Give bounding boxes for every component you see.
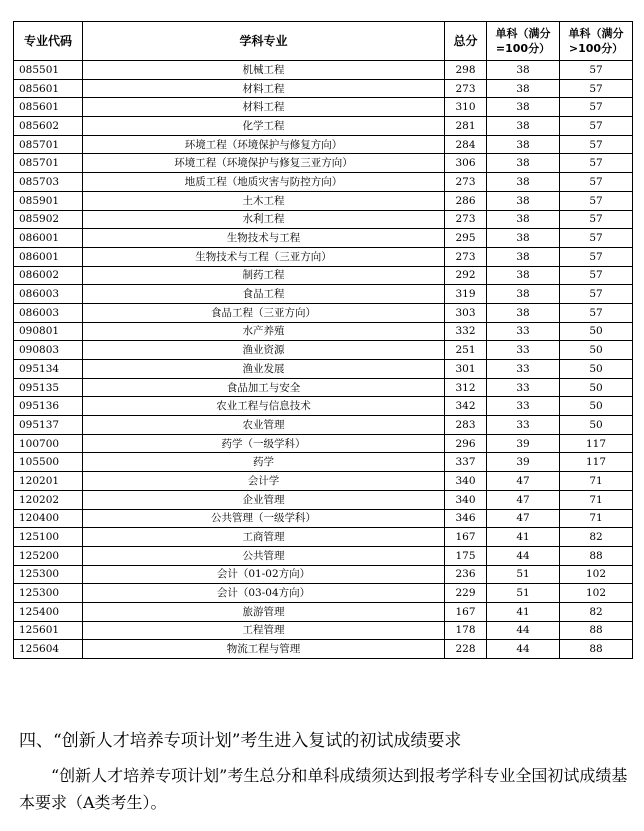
single-100-cell: 39 bbox=[487, 434, 560, 453]
single-100-cell: 38 bbox=[487, 154, 560, 173]
table-row bbox=[14, 98, 633, 117]
single-over-100-cell: 50 bbox=[560, 416, 633, 435]
single-100-cell: 38 bbox=[487, 98, 560, 117]
total-cell: 251 bbox=[445, 341, 487, 360]
single-over-100-cell: 57 bbox=[560, 98, 633, 117]
table-row bbox=[14, 378, 633, 397]
table-row bbox=[14, 490, 633, 509]
single-over-100-cell: 117 bbox=[560, 453, 633, 472]
total-cell: 284 bbox=[445, 135, 487, 154]
major-cell: 地质工程（地质灾害与防控方向） bbox=[83, 173, 445, 192]
header-single-over-100: 单科（满分>100分） bbox=[560, 22, 633, 61]
total-cell: 273 bbox=[445, 247, 487, 266]
total-cell: 167 bbox=[445, 602, 487, 621]
table-row bbox=[14, 322, 633, 341]
single-100-cell: 38 bbox=[487, 135, 560, 154]
total-cell: 236 bbox=[445, 565, 487, 584]
single-100-cell: 33 bbox=[487, 360, 560, 379]
single-100-cell: 38 bbox=[487, 285, 560, 304]
code-cell: 120202 bbox=[14, 490, 83, 509]
total-cell: 346 bbox=[445, 509, 487, 528]
code-cell: 095134 bbox=[14, 360, 83, 379]
single-100-cell: 41 bbox=[487, 602, 560, 621]
table-row bbox=[14, 247, 633, 266]
single-over-100-cell: 57 bbox=[560, 285, 633, 304]
single-over-100-cell: 50 bbox=[560, 397, 633, 416]
header-code: 专业代码 bbox=[14, 22, 83, 61]
code-cell: 100700 bbox=[14, 434, 83, 453]
single-over-100-cell: 102 bbox=[560, 584, 633, 603]
total-cell: 301 bbox=[445, 360, 487, 379]
total-cell: 340 bbox=[445, 490, 487, 509]
total-cell: 310 bbox=[445, 98, 487, 117]
table-row bbox=[14, 546, 633, 565]
code-cell: 085901 bbox=[14, 191, 83, 210]
single-over-100-cell: 88 bbox=[560, 640, 633, 659]
single-over-100-cell: 57 bbox=[560, 173, 633, 192]
code-cell: 086001 bbox=[14, 247, 83, 266]
single-over-100-cell: 57 bbox=[560, 191, 633, 210]
single-over-100-cell: 57 bbox=[560, 61, 633, 80]
total-cell: 273 bbox=[445, 79, 487, 98]
single-100-cell: 38 bbox=[487, 247, 560, 266]
single-100-cell: 51 bbox=[487, 565, 560, 584]
single-over-100-cell: 82 bbox=[560, 528, 633, 547]
major-cell: 农业工程与信息技术 bbox=[83, 397, 445, 416]
code-cell: 086001 bbox=[14, 229, 83, 248]
major-cell: 工商管理 bbox=[83, 528, 445, 547]
single-over-100-cell: 57 bbox=[560, 135, 633, 154]
code-cell: 085701 bbox=[14, 135, 83, 154]
table-row bbox=[14, 303, 633, 322]
total-cell: 298 bbox=[445, 61, 487, 80]
single-100-cell: 38 bbox=[487, 266, 560, 285]
code-cell: 085602 bbox=[14, 117, 83, 136]
single-100-cell: 38 bbox=[487, 191, 560, 210]
single-100-cell: 44 bbox=[487, 640, 560, 659]
single-over-100-cell: 88 bbox=[560, 621, 633, 640]
total-cell: 312 bbox=[445, 378, 487, 397]
single-100-cell: 38 bbox=[487, 303, 560, 322]
total-cell: 332 bbox=[445, 322, 487, 341]
major-cell: 物流工程与管理 bbox=[83, 640, 445, 659]
code-cell: 085902 bbox=[14, 210, 83, 229]
table-row bbox=[14, 397, 633, 416]
code-cell: 085701 bbox=[14, 154, 83, 173]
single-100-cell: 33 bbox=[487, 416, 560, 435]
single-100-cell: 47 bbox=[487, 472, 560, 491]
table-row bbox=[14, 434, 633, 453]
code-cell: 125400 bbox=[14, 602, 83, 621]
code-cell: 095135 bbox=[14, 378, 83, 397]
code-cell: 125300 bbox=[14, 565, 83, 584]
table-row bbox=[14, 173, 633, 192]
table-row bbox=[14, 341, 633, 360]
table-row bbox=[14, 285, 633, 304]
single-100-cell: 33 bbox=[487, 397, 560, 416]
major-cell: 机械工程 bbox=[83, 61, 445, 80]
single-100-cell: 44 bbox=[487, 546, 560, 565]
code-cell: 125200 bbox=[14, 546, 83, 565]
single-100-cell: 47 bbox=[487, 509, 560, 528]
header-total: 总分 bbox=[445, 22, 487, 61]
total-cell: 273 bbox=[445, 173, 487, 192]
code-cell: 085601 bbox=[14, 79, 83, 98]
major-cell: 渔业资源 bbox=[83, 341, 445, 360]
score-requirements-table bbox=[13, 21, 633, 659]
table-row bbox=[14, 640, 633, 659]
major-cell: 公共管理（一级学科） bbox=[83, 509, 445, 528]
table-header-row bbox=[14, 22, 633, 61]
single-100-cell: 38 bbox=[487, 117, 560, 136]
table-row bbox=[14, 528, 633, 547]
total-cell: 283 bbox=[445, 416, 487, 435]
total-cell: 342 bbox=[445, 397, 487, 416]
total-cell: 175 bbox=[445, 546, 487, 565]
total-cell: 295 bbox=[445, 229, 487, 248]
header-single-100: 单科（满分=100分） bbox=[487, 22, 560, 61]
major-cell: 土木工程 bbox=[83, 191, 445, 210]
single-100-cell: 51 bbox=[487, 584, 560, 603]
table-row bbox=[14, 565, 633, 584]
major-cell: 食品工程（三亚方向） bbox=[83, 303, 445, 322]
single-100-cell: 41 bbox=[487, 528, 560, 547]
header-major: 学科专业 bbox=[83, 22, 445, 61]
total-cell: 178 bbox=[445, 621, 487, 640]
single-100-cell: 38 bbox=[487, 79, 560, 98]
total-cell: 296 bbox=[445, 434, 487, 453]
major-cell: 旅游管理 bbox=[83, 602, 445, 621]
single-over-100-cell: 57 bbox=[560, 79, 633, 98]
major-cell: 渔业发展 bbox=[83, 360, 445, 379]
code-cell: 085703 bbox=[14, 173, 83, 192]
single-over-100-cell: 88 bbox=[560, 546, 633, 565]
total-cell: 228 bbox=[445, 640, 487, 659]
code-cell: 090801 bbox=[14, 322, 83, 341]
major-cell: 药学（一级学科） bbox=[83, 434, 445, 453]
table-row bbox=[14, 191, 633, 210]
table-row bbox=[14, 621, 633, 640]
single-over-100-cell: 50 bbox=[560, 378, 633, 397]
total-cell: 340 bbox=[445, 472, 487, 491]
single-over-100-cell: 50 bbox=[560, 360, 633, 379]
single-over-100-cell: 71 bbox=[560, 472, 633, 491]
code-cell: 095136 bbox=[14, 397, 83, 416]
code-cell: 120400 bbox=[14, 509, 83, 528]
table-row bbox=[14, 79, 633, 98]
single-100-cell: 38 bbox=[487, 210, 560, 229]
table-row bbox=[14, 210, 633, 229]
major-cell: 水利工程 bbox=[83, 210, 445, 229]
major-cell: 化学工程 bbox=[83, 117, 445, 136]
major-cell: 公共管理 bbox=[83, 546, 445, 565]
single-100-cell: 38 bbox=[487, 61, 560, 80]
major-cell: 企业管理 bbox=[83, 490, 445, 509]
table-row bbox=[14, 154, 633, 173]
single-100-cell: 38 bbox=[487, 173, 560, 192]
code-cell: 085601 bbox=[14, 98, 83, 117]
section-heading: 四、“创新人才培养专项计划”考生进入复试的初试成绩要求 bbox=[19, 731, 462, 751]
code-cell: 125300 bbox=[14, 584, 83, 603]
table-row bbox=[14, 453, 633, 472]
total-cell: 337 bbox=[445, 453, 487, 472]
code-cell: 095137 bbox=[14, 416, 83, 435]
single-over-100-cell: 57 bbox=[560, 247, 633, 266]
major-cell: 环境工程（环境保护与修复三亚方向） bbox=[83, 154, 445, 173]
code-cell: 086003 bbox=[14, 303, 83, 322]
major-cell: 材料工程 bbox=[83, 79, 445, 98]
major-cell: 生物技术与工程 bbox=[83, 229, 445, 248]
code-cell: 105500 bbox=[14, 453, 83, 472]
total-cell: 229 bbox=[445, 584, 487, 603]
code-cell: 086002 bbox=[14, 266, 83, 285]
single-100-cell: 33 bbox=[487, 341, 560, 360]
single-over-100-cell: 82 bbox=[560, 602, 633, 621]
major-cell: 会计（03-04方向） bbox=[83, 584, 445, 603]
code-cell: 085501 bbox=[14, 61, 83, 80]
table-row bbox=[14, 135, 633, 154]
major-cell: 食品工程 bbox=[83, 285, 445, 304]
code-cell: 090803 bbox=[14, 341, 83, 360]
single-over-100-cell: 50 bbox=[560, 341, 633, 360]
major-cell: 水产养殖 bbox=[83, 322, 445, 341]
single-100-cell: 47 bbox=[487, 490, 560, 509]
table-row bbox=[14, 509, 633, 528]
code-cell: 125604 bbox=[14, 640, 83, 659]
total-cell: 292 bbox=[445, 266, 487, 285]
table-row bbox=[14, 360, 633, 379]
table-body bbox=[14, 61, 633, 659]
table-row bbox=[14, 117, 633, 136]
major-cell: 制药工程 bbox=[83, 266, 445, 285]
major-cell: 工程管理 bbox=[83, 621, 445, 640]
total-cell: 306 bbox=[445, 154, 487, 173]
total-cell: 281 bbox=[445, 117, 487, 136]
single-over-100-cell: 57 bbox=[560, 303, 633, 322]
single-100-cell: 38 bbox=[487, 229, 560, 248]
table-row bbox=[14, 472, 633, 491]
single-over-100-cell: 57 bbox=[560, 117, 633, 136]
table-row bbox=[14, 229, 633, 248]
single-over-100-cell: 117 bbox=[560, 434, 633, 453]
single-over-100-cell: 50 bbox=[560, 322, 633, 341]
major-cell: 会计（01-02方向） bbox=[83, 565, 445, 584]
major-cell: 农业管理 bbox=[83, 416, 445, 435]
code-cell: 125100 bbox=[14, 528, 83, 547]
total-cell: 286 bbox=[445, 191, 487, 210]
single-100-cell: 39 bbox=[487, 453, 560, 472]
total-cell: 319 bbox=[445, 285, 487, 304]
single-100-cell: 44 bbox=[487, 621, 560, 640]
single-over-100-cell: 57 bbox=[560, 266, 633, 285]
single-over-100-cell: 57 bbox=[560, 154, 633, 173]
major-cell: 生物技术与工程（三亚方向） bbox=[83, 247, 445, 266]
table-row bbox=[14, 584, 633, 603]
major-cell: 食品加工与安全 bbox=[83, 378, 445, 397]
major-cell: 环境工程（环境保护与修复方向） bbox=[83, 135, 445, 154]
single-over-100-cell: 57 bbox=[560, 210, 633, 229]
single-over-100-cell: 71 bbox=[560, 509, 633, 528]
total-cell: 167 bbox=[445, 528, 487, 547]
total-cell: 303 bbox=[445, 303, 487, 322]
single-100-cell: 33 bbox=[487, 322, 560, 341]
major-cell: 会计学 bbox=[83, 472, 445, 491]
table-row bbox=[14, 61, 633, 80]
total-cell: 273 bbox=[445, 210, 487, 229]
table-row bbox=[14, 416, 633, 435]
major-cell: 药学 bbox=[83, 453, 445, 472]
single-over-100-cell: 71 bbox=[560, 490, 633, 509]
major-cell: 材料工程 bbox=[83, 98, 445, 117]
single-over-100-cell: 57 bbox=[560, 229, 633, 248]
table-row bbox=[14, 266, 633, 285]
single-over-100-cell: 102 bbox=[560, 565, 633, 584]
table-row bbox=[14, 602, 633, 621]
code-cell: 125601 bbox=[14, 621, 83, 640]
code-cell: 120201 bbox=[14, 472, 83, 491]
code-cell: 086003 bbox=[14, 285, 83, 304]
section-paragraph: “创新人才培养专项计划”考生总分和单科成绩须达到报考学科专业全国初试成绩基本要求（A类考生）。 bbox=[19, 766, 628, 812]
single-100-cell: 33 bbox=[487, 378, 560, 397]
